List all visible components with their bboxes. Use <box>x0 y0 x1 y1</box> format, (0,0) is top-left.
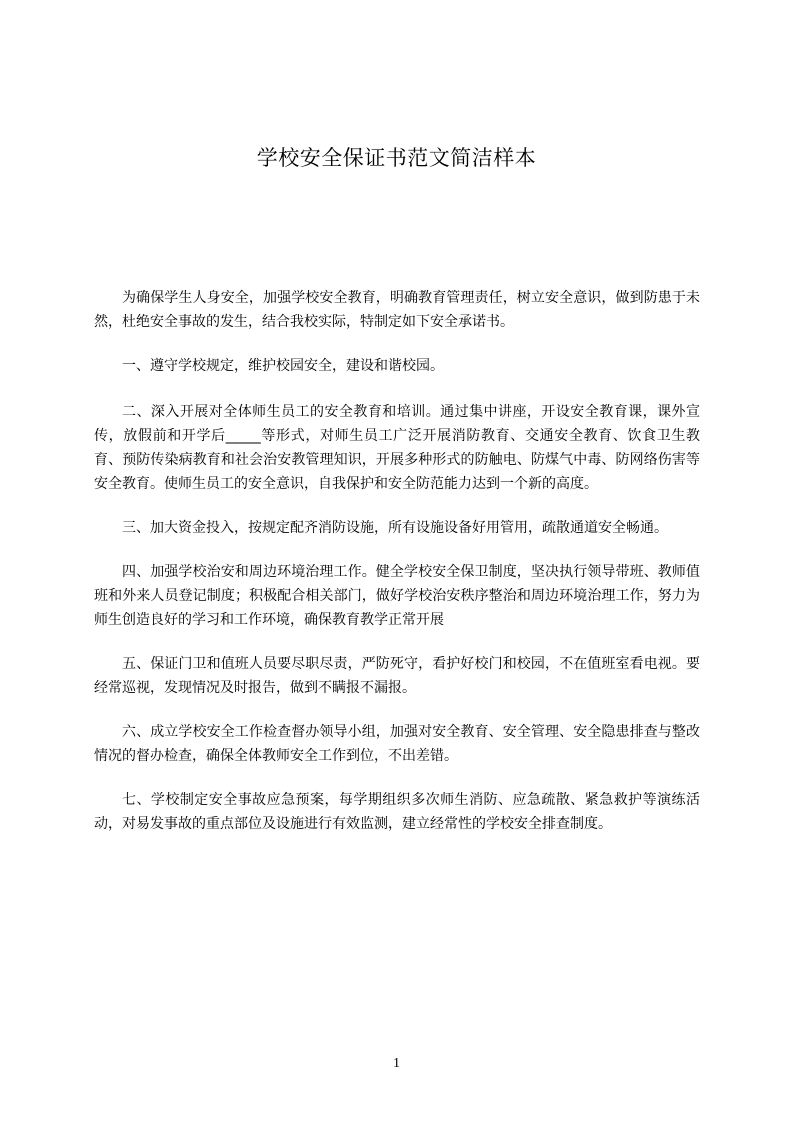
paragraph-item-4: 四、加强学校治安和周边环境治理工作。健全学校安全保卫制度，坚决执行领导带班、教师值班和外来人员登记制度；积极配合相关部门，做好学校治安秩序整治和周边环境治理工作，努力为师生创造良好的学习和工作环境，确保教育教学正常开展 <box>94 564 700 628</box>
paragraph-item-7: 七、学校制定安全事故应急预案，每学期组织多次师生消防、应急疏散、紧急救护等演练活动，对易发事故的重点部位及设施进行有效监测，建立经常性的学校安全排查制度。 <box>94 792 700 832</box>
document-body <box>94 286 700 856</box>
page-number: 1 <box>393 1056 400 1071</box>
paragraph-item-5: 五、保证门卫和值班人员要尽职尽责，严防死守，看护好校门和校园，不在值班室看电视。要经常巡视，发现情况及时报告，做到不瞒报不漏报。 <box>94 656 700 696</box>
paragraph-intro: 为确保学生人身安全，加强学校安全教育，明确教育管理责任，树立安全意识，做到防患于未然，杜绝安全事故的发生，结合我校实际，特制定如下安全承诺书。 <box>94 290 700 330</box>
paragraph-item-2: 二、深入开展对全体师生员工的安全教育和培训。通过集中讲座，开设安全教育课，课外宣传，放假前和开学后_____等形式，对师生员工广泛开展消防教育、交通安全教育、饮食卫生教育、预防传染病教育和社会治安教管理知识，开展多种形式的防触电、防煤气中毒、防网络伤害等安全教育。使师生员工的安全意识，自我保护和安全防范能力达到一个新的高度。 <box>94 404 700 492</box>
paragraph-item-1: 一、遵守学校规定，维护校园安全，建设和谐校园。 <box>122 358 444 374</box>
paragraph-item-3: 三、加大资金投入，按规定配齐消防设施，所有设施设备好用管用，疏散通道安全畅通。 <box>122 520 668 536</box>
document-title: 学校安全保证书范文简洁样本 <box>256 146 537 170</box>
paragraph-item-6: 六、成立学校安全工作检查督办领导小组，加强对安全教育、安全管理、安全隐患排查与整改情况的督办检查，确保全体教师安全工作到位，不出差错。 <box>94 724 700 764</box>
